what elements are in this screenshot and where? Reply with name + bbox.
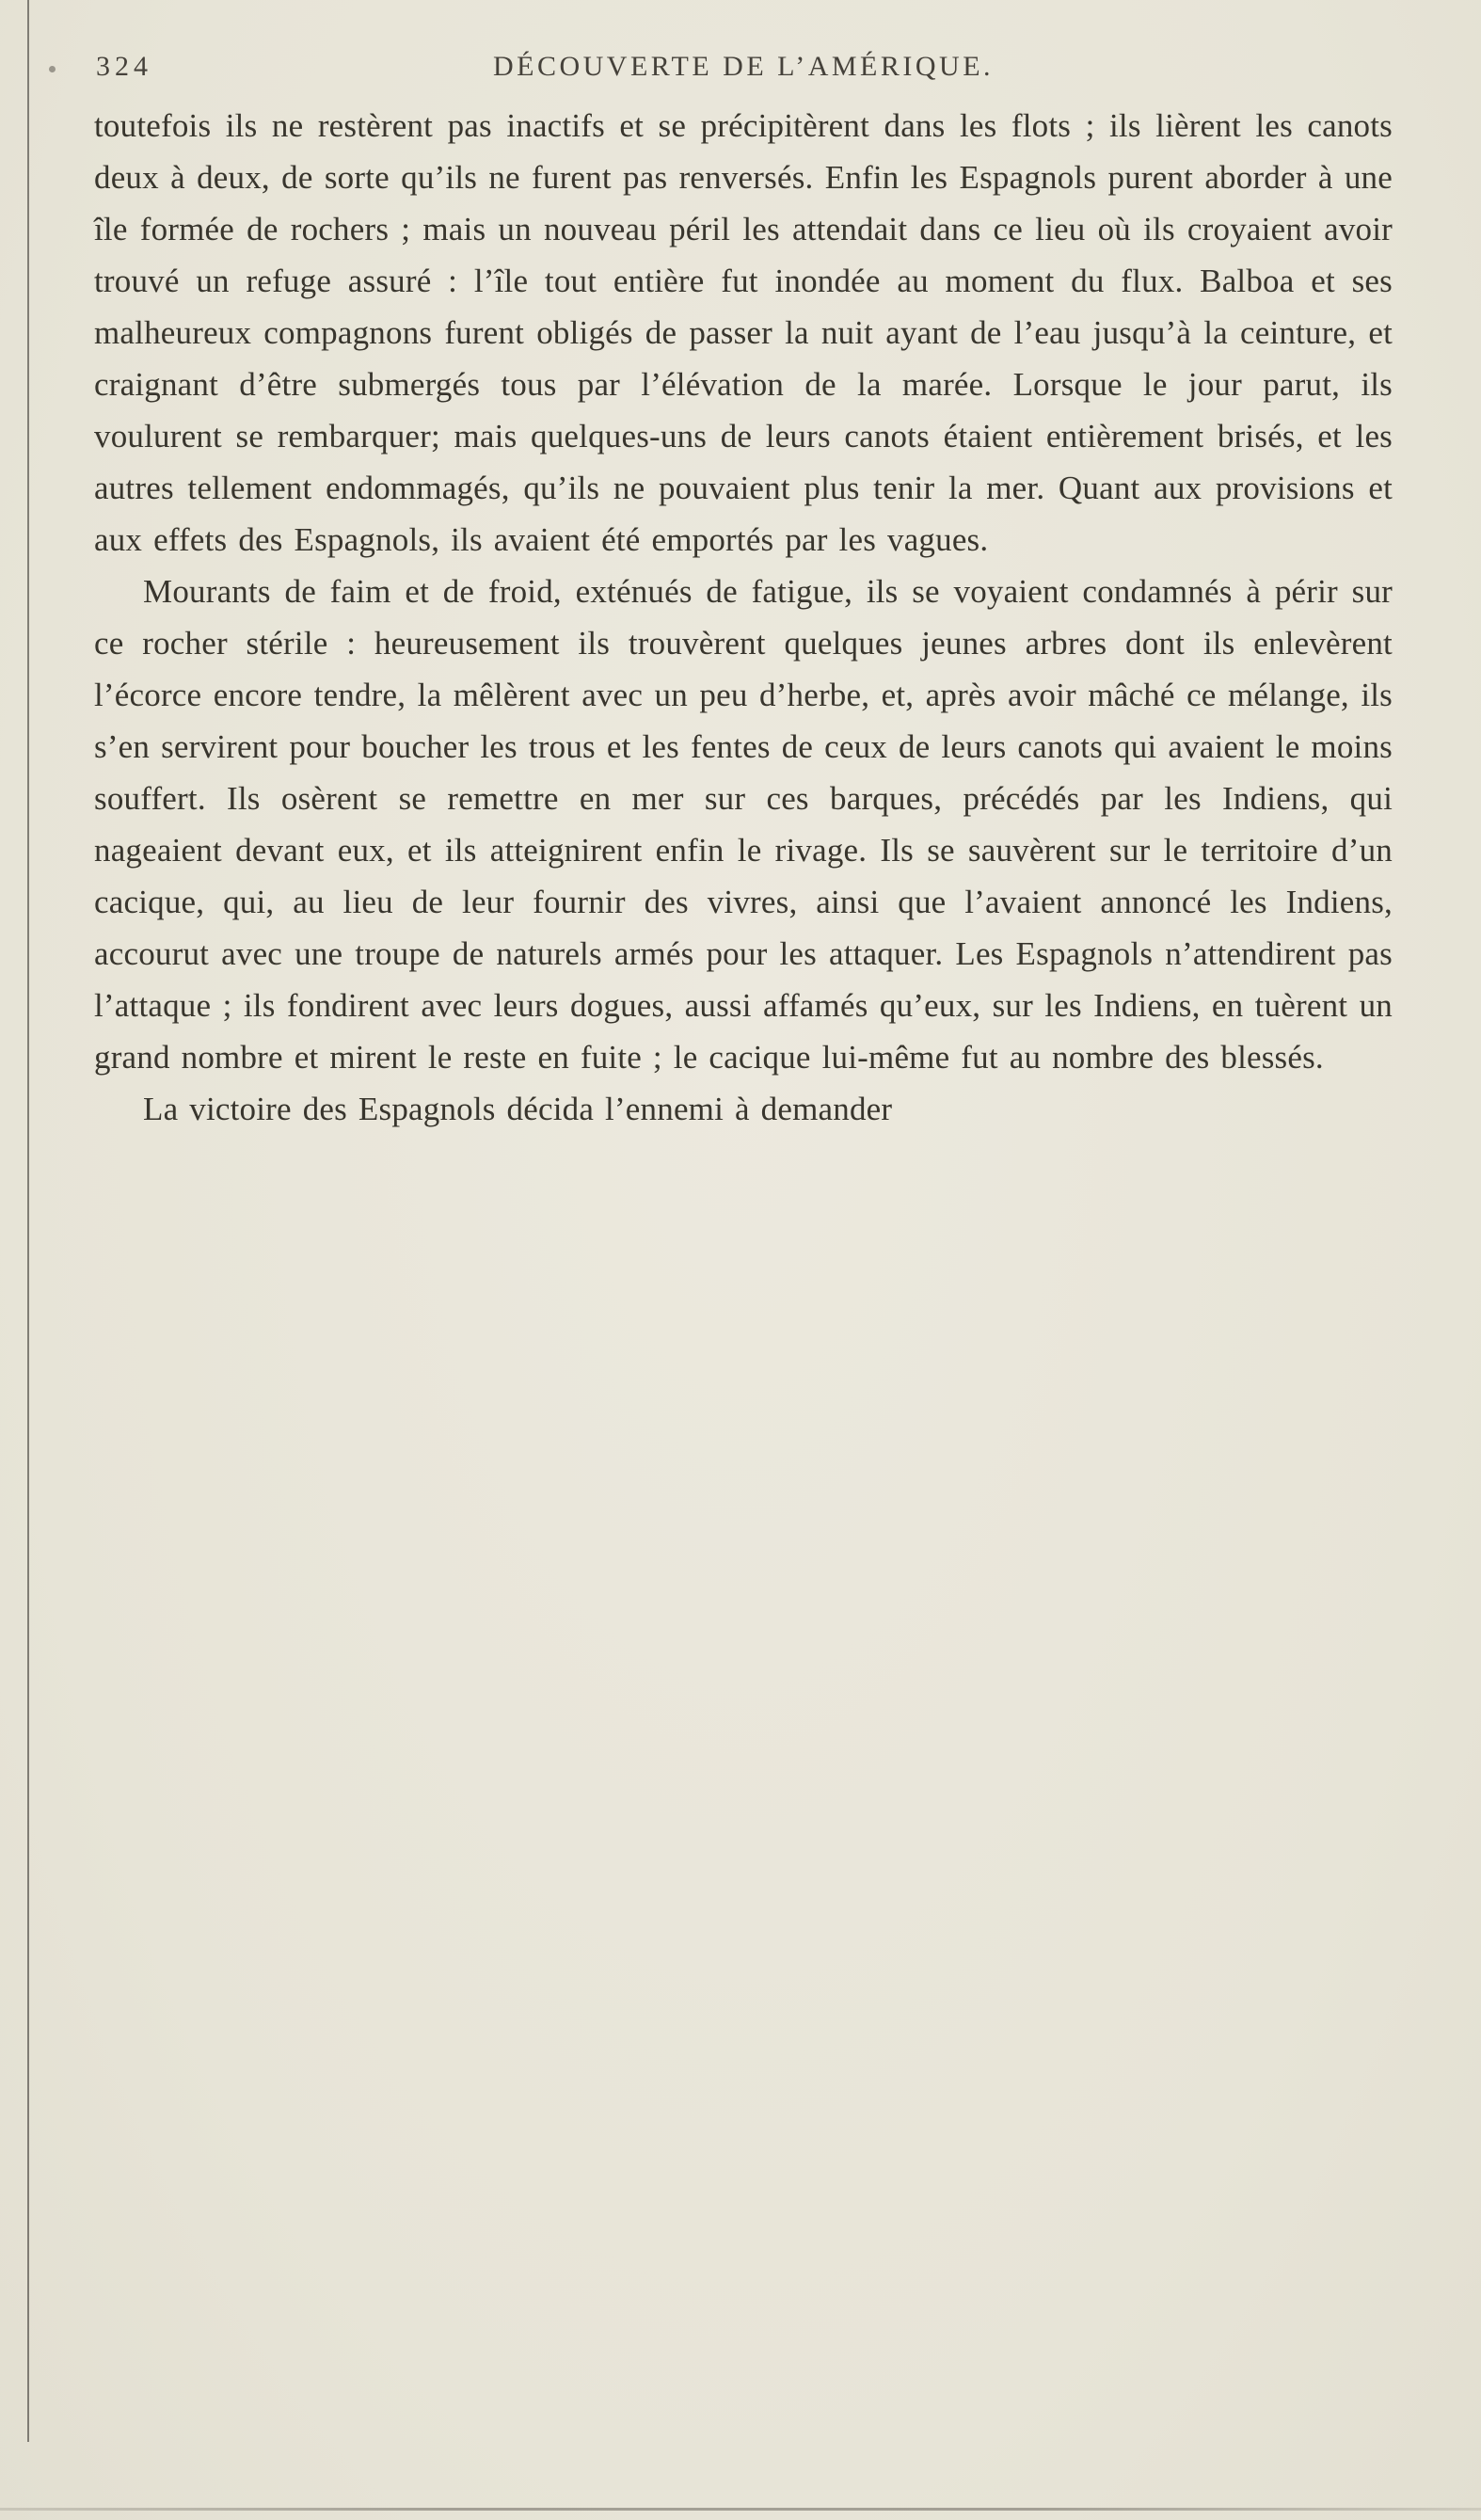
scan-edge-line (27, 0, 29, 2442)
page-bottom-shadow (0, 2508, 1481, 2511)
paragraph: La victoire des Espagnols décida l’ennemi à demander (143, 1091, 893, 1127)
paragraph: Mourants de faim et de froid, exténués de fatigue, ils se voyaient condamnés à périr sur ce rocher stérile : heureusement ils trouvèrent quelques jeunes arbres dont ils enlevèrent l’écorce encore tendre, la mêlèrent avec un peu d’herbe, et, après avoir mâché ce mélange, ils s’en servirent pour boucher les trous et les fentes de ceux de leurs canots qui avaient le moins souffert. Ils osèrent se remettre en mer sur ces barques, précédés par les Indiens, qui nageaient devant eux, et ils atteignirent enfin le rivage. Ils se sauvèrent sur le territoire d’un cacique, qui, au lieu de leur fournir des vivres, ainsi que l’avaient annoncé les Indiens, accourut avec une troupe de naturels armés pour les attaquer. Les Espagnols n’attendirent pas l’attaque ; ils fondirent avec leurs dogues, aussi affamés qu’eux, sur les Indiens, en tuèrent un grand nombre et mirent le reste en fuite ; le cacique lui-même fut au nombre des blessés. (94, 573, 1393, 1076)
page-header (94, 43, 1393, 96)
body-text (94, 100, 1393, 1135)
paragraph: toutefois ils ne restèrent pas inactifs et se précipitèrent dans les flots ; ils lièrent les canots deux à deux, de sorte qu’ils ne furent pas renversés. Enfin les Espagnols purent aborder à une île formée de rochers ; mais un nouveau péril les attendait dans ce lieu où ils croyaient avoir trouvé un refuge assuré : l’île tout entière fut inondée au moment du flux. Balboa et ses malheureux compagnons furent obligés de passer la nuit ayant de l’eau jusqu’à la ceinture, et craignant d’être submergés tous par l’élévation de la marée. Lorsque le jour parut, ils voulurent se rembarquer; mais quelques-uns de leurs canots étaient entièrement brisés, et les autres tellement endommagés, qu’ils ne pouvaient plus tenir la mer. Quant aux provisions et aux effets des Espagnols, ils avaient été emportés par les vagues. (94, 107, 1393, 558)
page-number: 324 (96, 51, 152, 82)
scan-speck (49, 66, 56, 72)
running-title: DÉCOUVERTE DE L’AMÉRIQUE. (492, 51, 995, 82)
book-page (94, 43, 1393, 1135)
